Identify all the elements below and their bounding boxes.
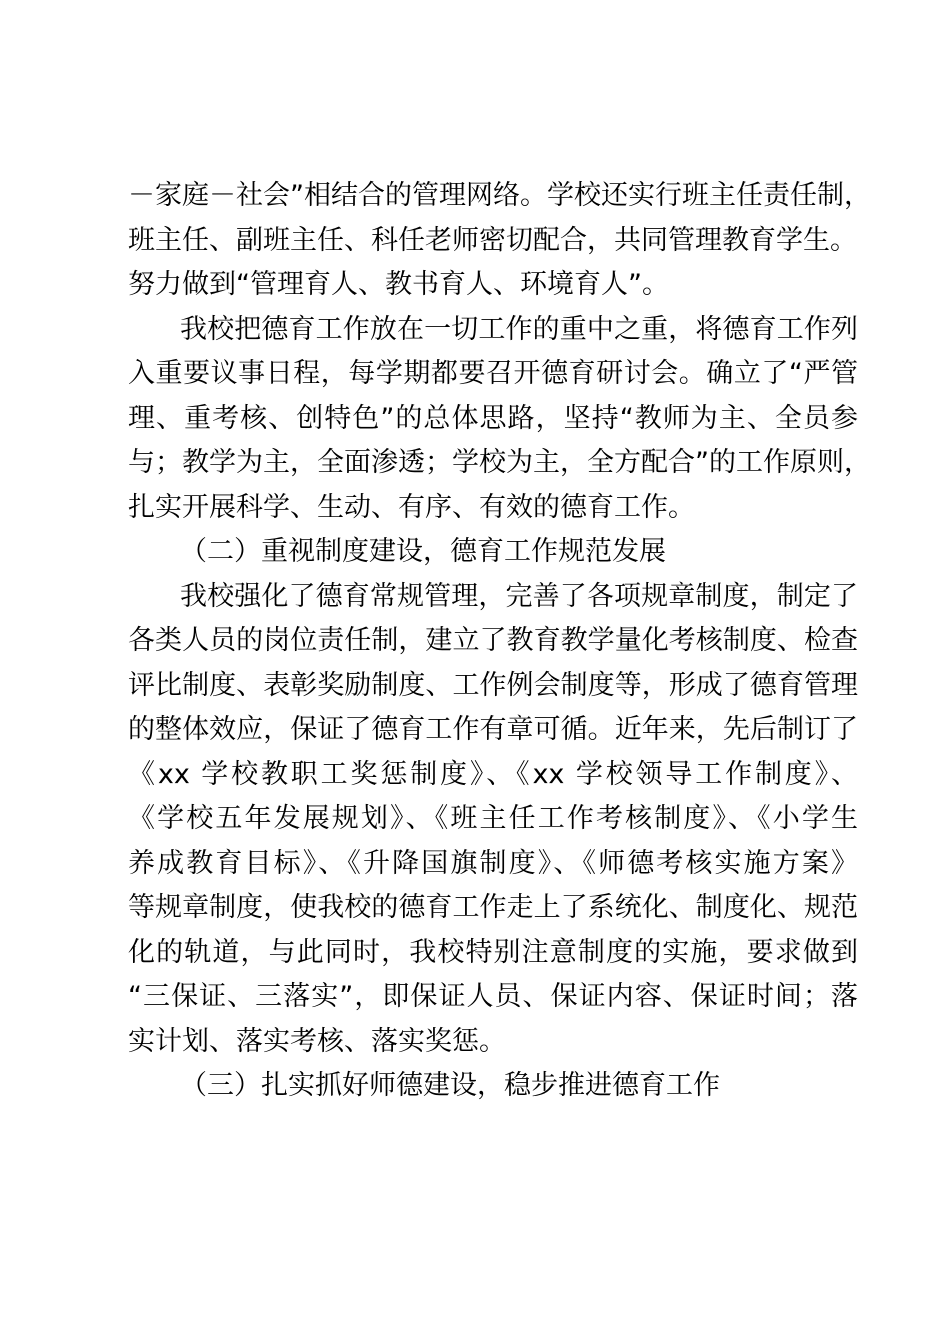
paragraph-first-line: 我校强化了德育常规管理，完善了各项规章制度，制定了 bbox=[180, 580, 858, 612]
body-text bbox=[128, 174, 871, 1109]
text-line: 努力做到“管理育人、教书育人、环境育人”。 bbox=[128, 269, 669, 300]
text-line: 与；教学为主，全面渗透；学校为主，全方配合”的工作原则， bbox=[128, 447, 871, 478]
text-line: 的整体效应，保证了德育工作有章可循。近年来，先后制订了 bbox=[128, 714, 858, 745]
text-line: 《xx 学校教职工奖惩制度》、《xx 学校领导工作制度》、 bbox=[128, 758, 858, 790]
text-line: 评比制度、表彰奖励制度、工作例会制度等，形成了德育管理 bbox=[128, 669, 858, 701]
text-line: 《学校五年发展规划》、《班主任工作考核制度》、《小学生 bbox=[128, 803, 858, 834]
text-line: 班主任、副班主任、科任老师密切配合，共同管理教育学生。 bbox=[128, 224, 857, 256]
text-line: 理、重考核、创特色”的总体思路，坚持“教师为主、全员参 bbox=[128, 402, 858, 434]
text-line: 化的轨道，与此同时，我校特别注意制度的实施，要求做到 bbox=[128, 936, 858, 968]
section-heading: （三）扎实抓好师德建设，稳步推进德育工作 bbox=[180, 1070, 720, 1101]
text-line: 各类人员的岗位责任制，建立了教育教学量化考核制度、检查 bbox=[128, 625, 858, 656]
text-line: 养成教育目标》、《升降国旗制度》、《师德考核实施方案》 bbox=[128, 847, 858, 879]
section-heading: （二）重视制度建设，德育工作规范发展 bbox=[180, 536, 666, 567]
text-line: 入重要议事日程，每学期都要召开德育研讨会。确立了“严管 bbox=[128, 358, 858, 389]
text-line: 等规章制度，使我校的德育工作走上了系统化、制度化、规范 bbox=[128, 892, 858, 923]
paragraph-first-line: 我校把德育工作放在一切工作的重中之重，将德育工作列 bbox=[180, 313, 858, 345]
text-line: 实计划、落实考核、落实奖惩。 bbox=[128, 1025, 506, 1057]
text-line: 扎实开展科学、生动、有序、有效的德育工作。 bbox=[128, 491, 695, 523]
text-line: “三保证、三落实”，即保证人员、保证内容、保证时间；落 bbox=[128, 981, 858, 1012]
text-line: －家庭－社会”相结合的管理网络。学校还实行班主任责任制， bbox=[128, 180, 871, 211]
